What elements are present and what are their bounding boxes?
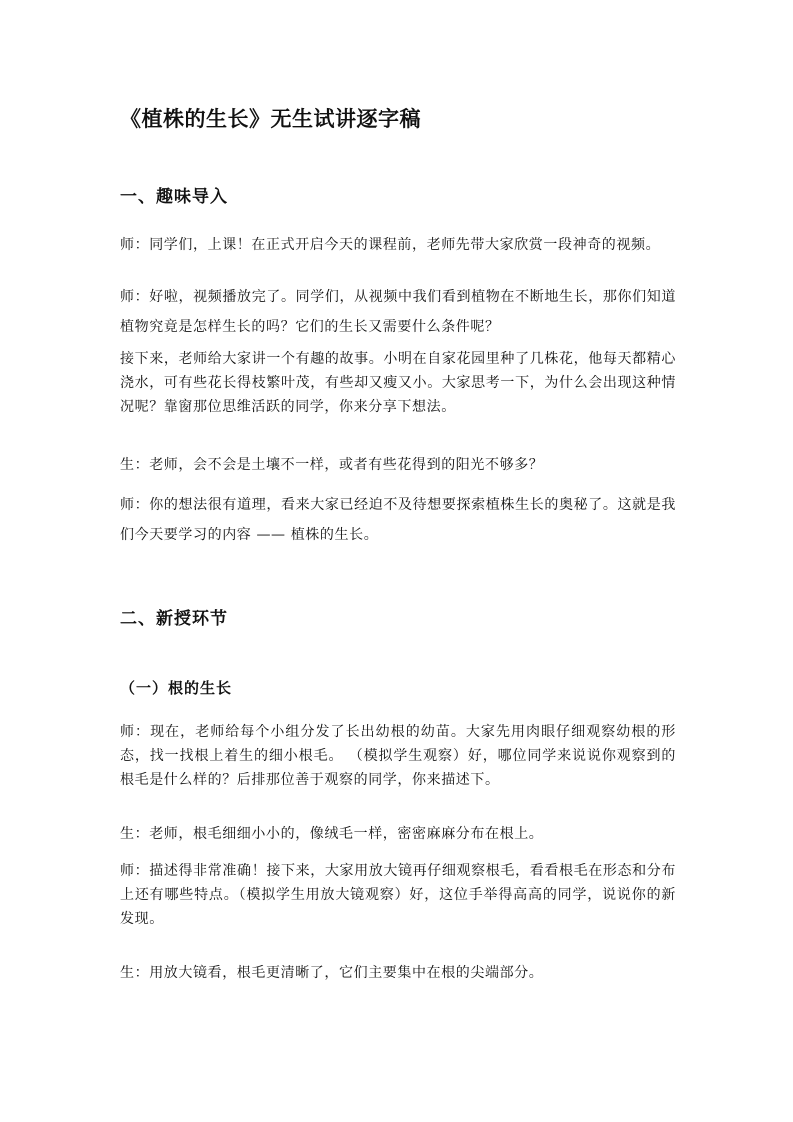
paragraph: 生：用放大镜看，根毛更清晰了，它们主要集中在根的尖端部分。 — [120, 965, 544, 981]
paragraph: 生：老师，根毛细细小小的，像绒毛一样，密密麻麻分布在根上。 — [120, 826, 544, 842]
paragraph: 生：老师，会不会是土壤不一样，或者有些花得到的阳光不够多？ — [120, 457, 544, 473]
subsection-heading-root: （一）根的生长 — [120, 679, 233, 697]
document-title: 《植株的生长》无生试讲逐字稿 — [120, 106, 421, 131]
paragraph: 接下来，老师给大家讲一个有趣的故事。小明在自家花园里种了几株花，他每天都精心浇水，可有些花长得枝繁叶茂，有些却又瘦又小。大家思考一下，为什么会出现这种情况呢？靠窗那位思维活跃的同学，你来分享下想法。 — [120, 351, 676, 415]
paragraph: 师：好啦，视频播放完了。同学们，从视频中我们看到植物在不断地生长，那你们知道植物究竟是怎样生长的吗？它们的生长又需要什么条件呢？ — [120, 289, 676, 335]
paragraph: 师：同学们，上课！在正式开启今天的课程前，老师先带大家欣赏一段神奇的视频。 — [120, 237, 661, 253]
paragraph: 师：你的想法很有道理，看来大家已经迫不及待想要探索植株生长的奥秘了。这就是我们今天要学习的内容 —— 植株的生长。 — [120, 497, 676, 543]
section-heading-intro: 一、趣味导入 — [120, 187, 228, 207]
section-heading-new-lesson: 二、新授环节 — [120, 609, 228, 629]
paragraph: 师：现在，老师给每个小组分发了长出幼根的幼苗。大家先用肉眼仔细观察幼根的形态，找一找根上着生的细小根毛。 （模拟学生观察）好，哪位同学来说说你观察到的根毛是什么样的？后排那位善于观察的同学，你来描述下。 — [120, 724, 676, 788]
paragraph: 师：描述得非常准确！接下来，大家用放大镜再仔细观察根毛，看看根毛在形态和分布上还有哪些特点。（模拟学生用放大镜观察）好，这位手举得高高的同学，说说你的新发现。 — [120, 863, 676, 927]
